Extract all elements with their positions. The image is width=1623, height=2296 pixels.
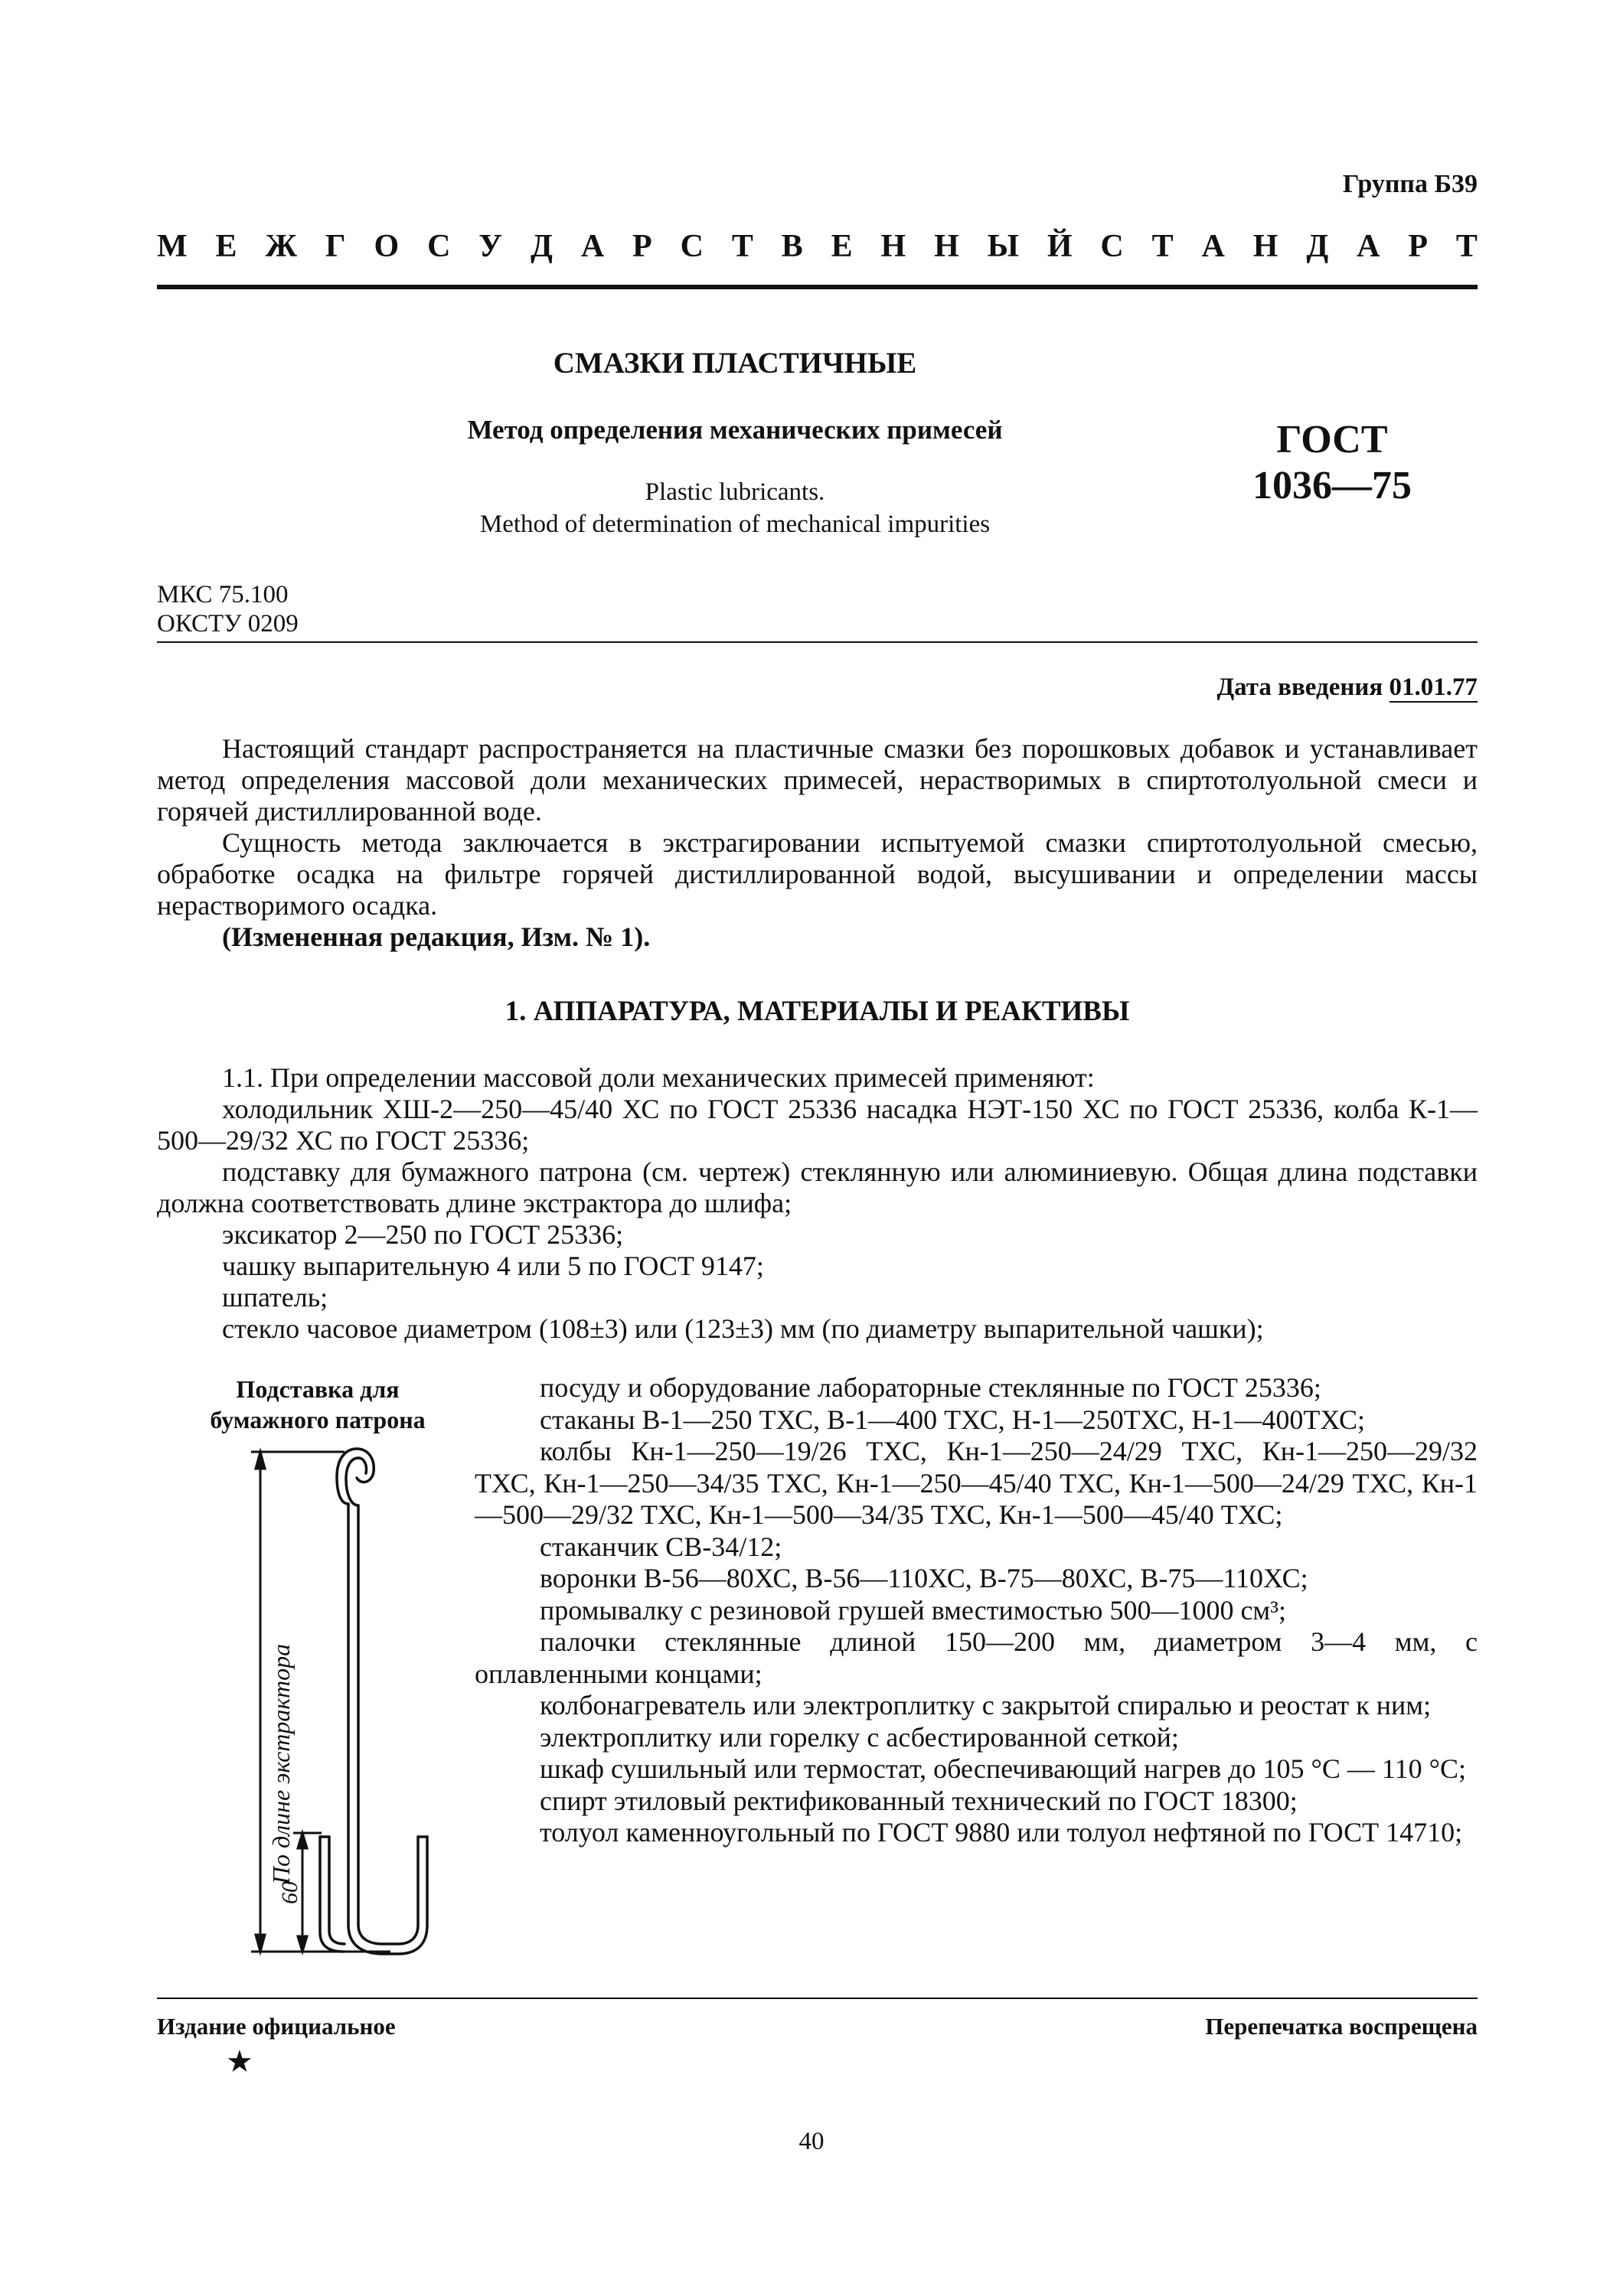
figure-caption-line-2: бумажного патрона: [210, 1406, 426, 1433]
list-item: стаканы В-1—250 ТХС, В-1—400 ТХС, Н-1—250ТХС, Н-1—400ТХС;: [540, 1404, 1365, 1435]
banner-letter: С: [427, 229, 451, 264]
english-title-line-2: Method of determination of mechanical impurities: [479, 510, 991, 538]
amendment-note: (Измененная редакция, Изм. № 1).: [222, 921, 651, 952]
gost-designation: [1179, 417, 1485, 509]
list-item: воронки В-56—80ХС, В-56—110ХС, В-75—80ХС, В-75—110ХС;: [540, 1563, 1308, 1593]
list-item: стекло часовое диаметром (108±3) или (123±3) мм (по диаметру выпарительной чашки);: [222, 1313, 1264, 1344]
banner-letter: С: [680, 229, 704, 264]
dimension-label-length: По длине экстрактора: [267, 1643, 295, 1885]
list-item: колбонагреватель или электроплитку с закрытой спиралью и реостат к ним;: [540, 1690, 1432, 1720]
list-item: спирт этиловый ректификованный технический по ГОСТ 18300;: [540, 1785, 1298, 1816]
banner-letter: С: [1100, 229, 1124, 264]
list-item: колбы Кн-1—250—19/26 ТХС, Кн-1—250—24/29 ТХС, Кн-1—250—29/32 ТХС, Кн-1—250—34/35 ТХС, Кн-1—250—45/40 ТХС, Кн-1—500—24/29 ТХС, Кн-1—500—29/32 ТХС, Кн-1—500—34/35 ТХС, Кн-1—500—45/40 ТХС;: [475, 1436, 1478, 1530]
banner-letter: О: [374, 229, 400, 264]
banner-letter: Д: [1306, 229, 1329, 264]
list-item: шпатель;: [222, 1282, 328, 1313]
edition-note: Издание официальное: [157, 2013, 396, 2040]
banner-letter: Ы: [987, 229, 1019, 264]
banner-letter: Д: [531, 229, 553, 264]
banner-letter: М: [157, 229, 188, 264]
banner-letter: Г: [325, 229, 346, 264]
document-subtitle: Метод определения механических примесей: [467, 415, 1003, 445]
introduction-date-value: 01.01.77: [1389, 673, 1478, 701]
banner-letter: А: [580, 229, 605, 264]
section-heading: 1. АППАРАТУРА, МАТЕРИАЛЫ И РЕАКТИВЫ: [505, 996, 1130, 1027]
intro-paragraph: Сущность метода заключается в экстрагировании испытуемой смазки спиртотолуольной смесью, обработке осадка на фильтре горячей дистиллированной водой, высушивании и определении массы нерастворимого осадка.: [157, 827, 1478, 921]
banner-letter: Т: [1151, 229, 1174, 264]
list-item: электроплитку или горелку с асбестированной сеткой;: [540, 1721, 1179, 1753]
list-item: подставку для бумажного патрона (см. чертеж) стеклянную или алюминиевую. Общая длина подставки должна соответствовать длине экстрактора до шлифа;: [157, 1156, 1478, 1218]
list-item: промывалку с резиновой грушей вместимостью 500—1000 см³;: [540, 1594, 1287, 1626]
group-code: Группа Б39: [1342, 170, 1478, 198]
mks-code: МКС 75.100: [157, 581, 289, 608]
codes-rule: [157, 641, 1478, 643]
list-item: посуду и оборудование лабораторные стеклянные по ГОСТ 25336;: [540, 1372, 1321, 1403]
apparatus-list: [157, 1062, 1478, 1345]
introduction-date-label: Дата введения: [1216, 673, 1383, 701]
list-item: толуол каменноугольный по ГОСТ 9880 или толуол нефтяной по ГОСТ 14710;: [540, 1817, 1463, 1848]
banner-letter: А: [1201, 229, 1225, 264]
okstu-code: ОКСТУ 0209: [157, 610, 299, 638]
banner-letter: Т: [731, 229, 753, 264]
banner-letter: У: [478, 229, 503, 264]
list-item: палочки стеклянные длиной 150—200 мм, диаметром 3—4 мм, с оплавленными концами;: [475, 1626, 1478, 1689]
banner-letter: Р: [632, 229, 652, 264]
banner-letter: Н: [880, 229, 906, 264]
banner-letter: Е: [215, 229, 237, 264]
star-icon: ★: [226, 2044, 253, 2079]
banner-letter: Ж: [265, 229, 297, 264]
gost-label: ГОСТ: [1276, 418, 1388, 461]
list-item: холодильник ХШ-2—250—45/40 ХС по ГОСТ 25336 насадка НЭТ-150 ХС по ГОСТ 25336, колба К-1—500—29/32 ХС по ГОСТ 25336;: [157, 1094, 1478, 1156]
english-title-line-1: Plastic lubricants.: [645, 478, 825, 506]
page-number: 40: [798, 2128, 825, 2155]
list-item: 1.1. При определении массовой доли механических примесей применяют:: [222, 1062, 1095, 1093]
banner-letter: Р: [1408, 229, 1428, 264]
banner-letter: Н: [934, 229, 959, 264]
gost-number: 1036—75: [1252, 464, 1412, 507]
list-item: стаканчик СВ-34/12;: [540, 1531, 782, 1562]
cartridge-stand-drawing: [230, 1435, 475, 1978]
figure-caption-line-1: Подставка для: [236, 1375, 400, 1403]
introduction: [157, 733, 1478, 953]
document-title: СМАЗКИ ПЛАСТИЧНЫЕ: [553, 347, 917, 380]
list-item: чашку выпарительную 4 или 5 по ГОСТ 9147;: [222, 1251, 764, 1281]
banner-letter: Н: [1252, 229, 1278, 264]
standard-banner: [157, 228, 1478, 265]
figure-caption: [157, 1374, 478, 1435]
banner-letter: Т: [1455, 229, 1478, 264]
footer-rule: [157, 1998, 1478, 1999]
header-rule: [157, 285, 1478, 289]
list-item: эксикатор 2—250 по ГОСТ 25336;: [222, 1219, 624, 1250]
reprint-note: Перепечатка воспрещена: [1205, 2013, 1478, 2040]
banner-letter: Е: [831, 229, 853, 264]
english-title: [157, 476, 1313, 540]
intro-paragraph: Настоящий стандарт распространяется на пластичные смазки без порошковых добавок и устанавливает метод определения массовой доли механических примесей, нерастворимых в спиртотолуольной смеси и горячей дистиллированной воде.: [157, 733, 1478, 827]
dimension-label-60: 60: [277, 1881, 302, 1904]
apparatus-list-continued: [475, 1372, 1478, 1849]
introduction-date: [1216, 673, 1478, 702]
banner-letter: В: [781, 229, 803, 264]
banner-letter: А: [1357, 229, 1380, 264]
list-item: шкаф сушильный или термостат, обеспечивающий нагрев до 105 °С — 110 °С;: [540, 1753, 1466, 1784]
banner-letter: Й: [1047, 229, 1073, 264]
classification-codes: [157, 580, 299, 638]
